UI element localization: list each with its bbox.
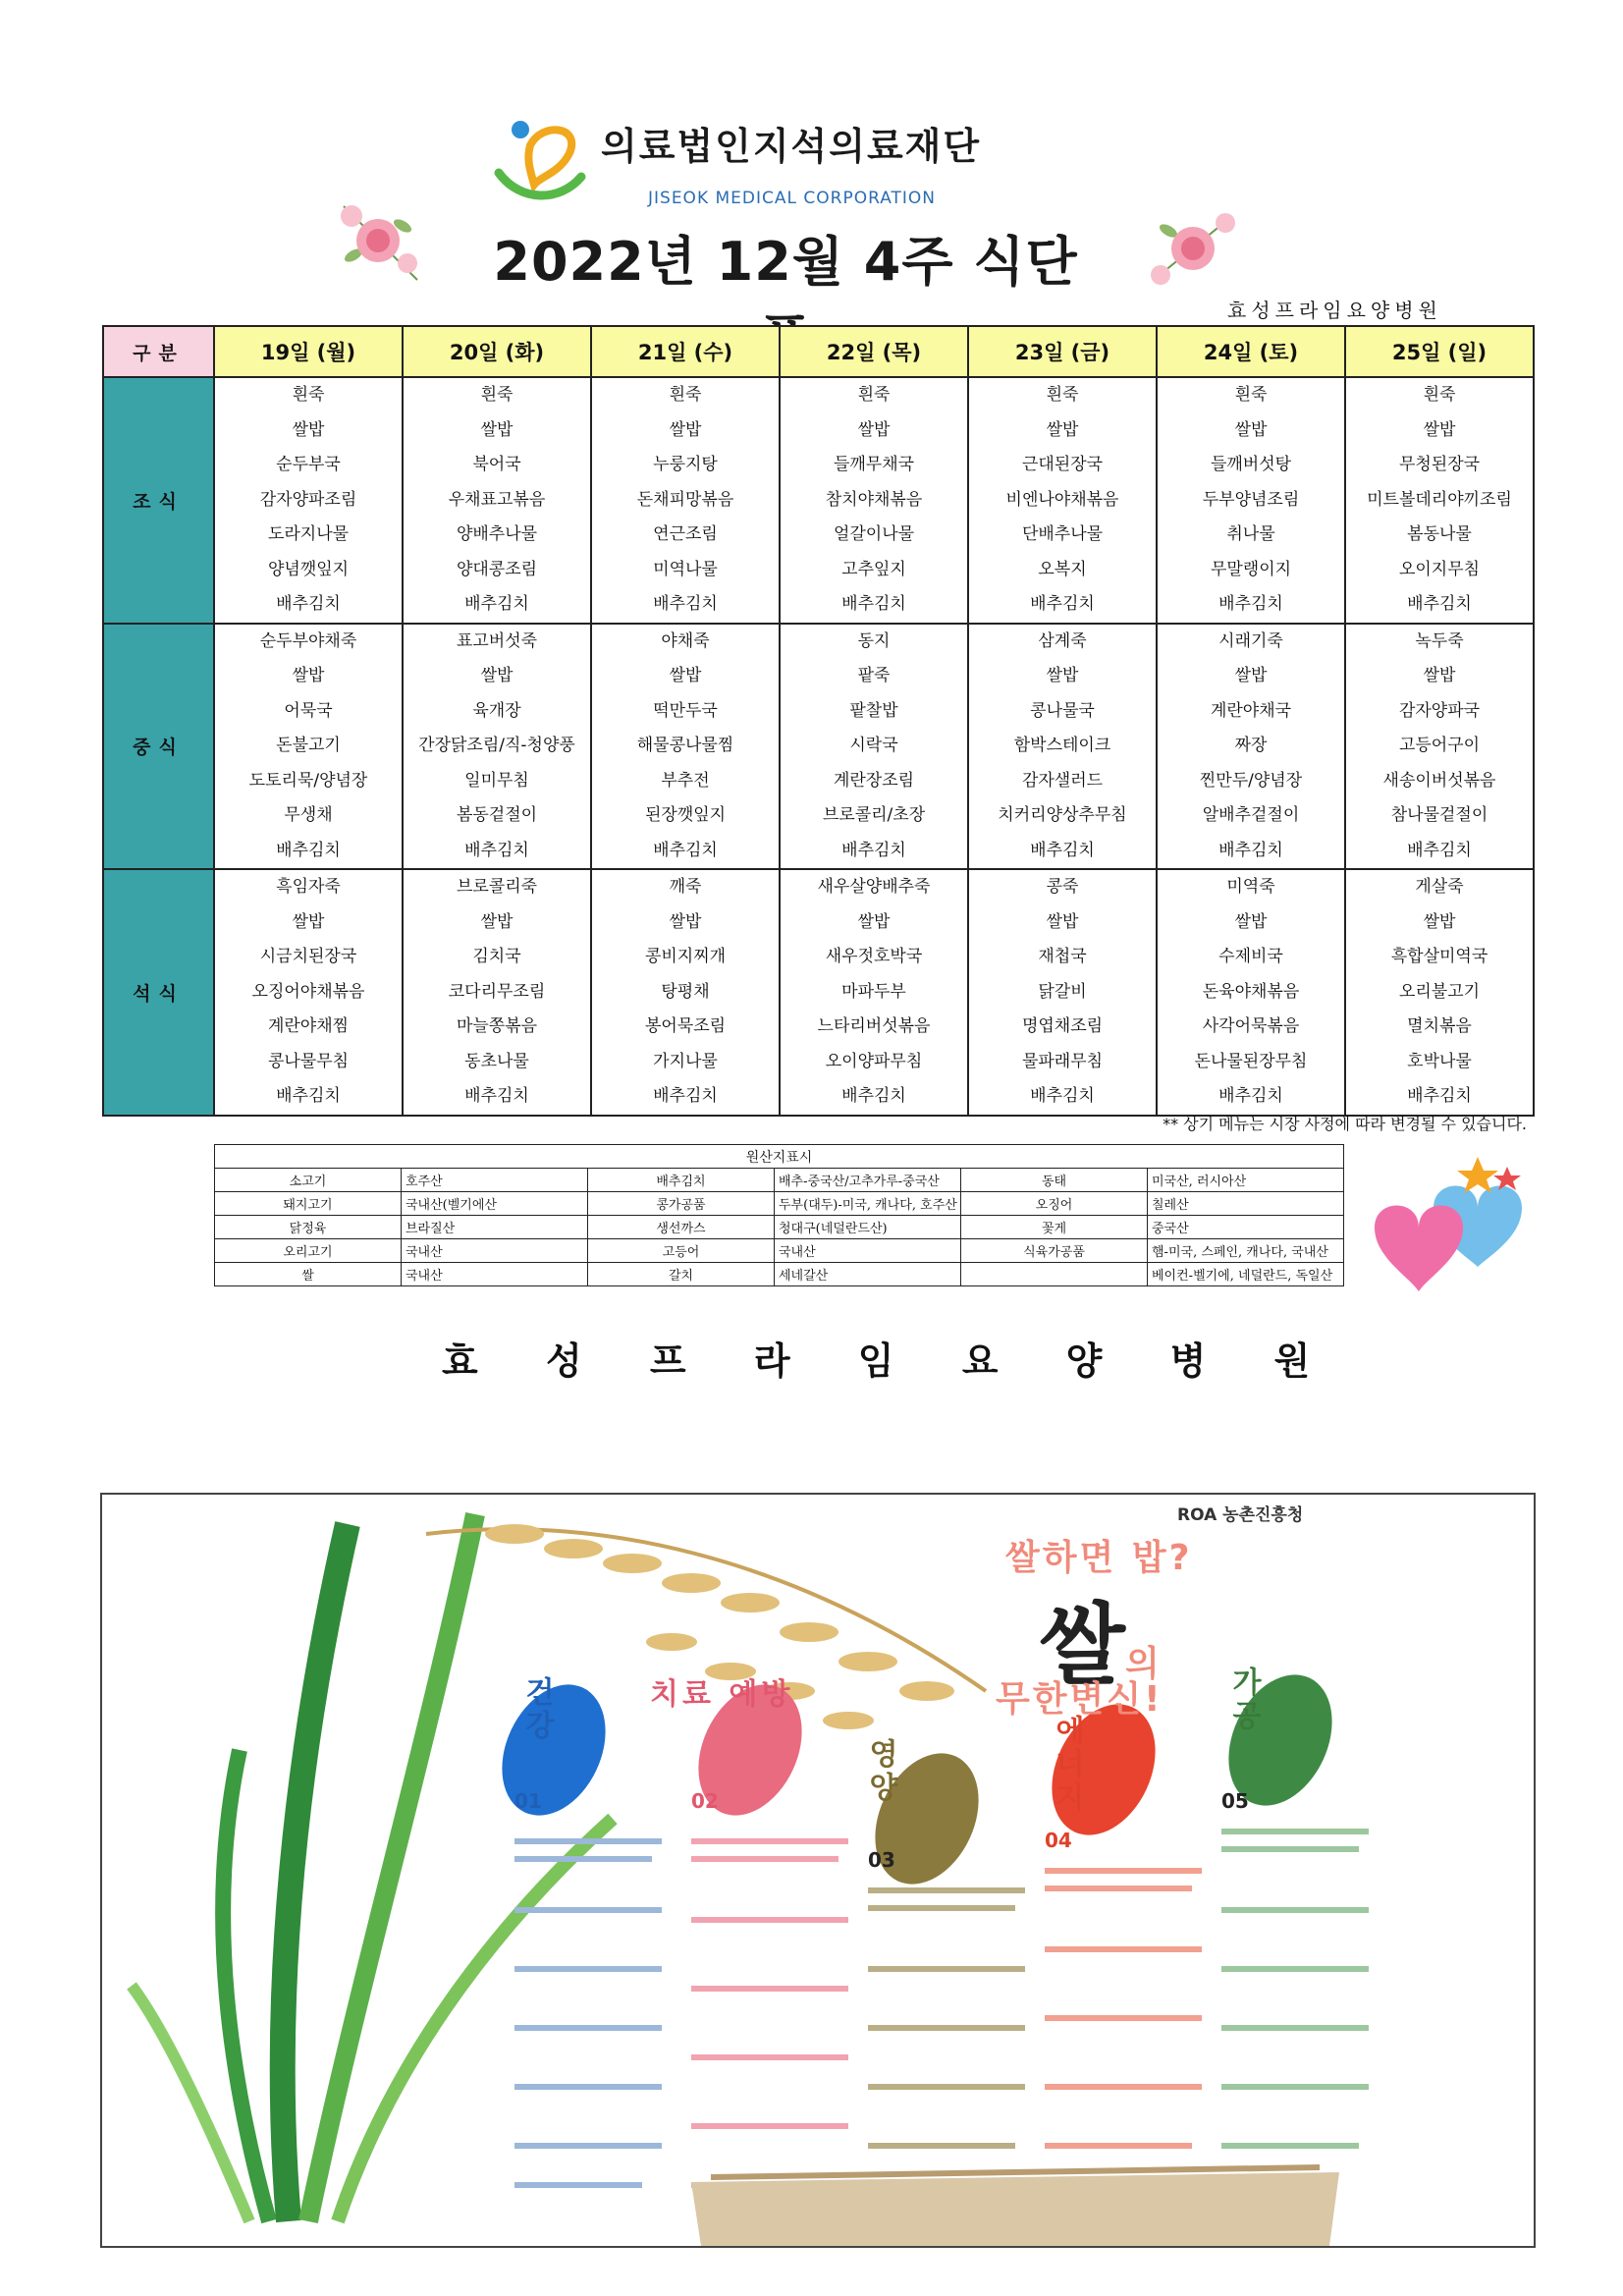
dish-item: 흰죽 [1046, 385, 1079, 405]
dish-item: 함박스테이크 [1013, 736, 1111, 755]
dish-item: 오징어야채볶음 [251, 981, 365, 1002]
origin-country: 국내산(벨기에산 [402, 1192, 588, 1216]
dish-item: 동지 [857, 630, 891, 651]
dish-item: 배추김치 [1030, 840, 1095, 860]
poster-number: 05 [1221, 1789, 1249, 1813]
dish-item: 짜장 [1234, 736, 1268, 755]
origin-item: 콩가공품 [588, 1192, 775, 1216]
dish-item: 콩비지찌개 [644, 947, 727, 966]
dish-item: 흰죽 [857, 385, 891, 405]
flower-decoration-icon [324, 187, 432, 290]
dish-item: 돈불고기 [276, 736, 341, 755]
dish-item: 흑임자죽 [276, 877, 341, 897]
dish-item: 배추김치 [653, 840, 718, 860]
rice-poster [100, 1493, 1536, 2248]
dish-item: 새송이버섯볶음 [1382, 770, 1496, 791]
dish-item: 야채죽 [661, 630, 710, 651]
menu-cell [1345, 377, 1534, 624]
dish-item: 콩나물무침 [267, 1051, 350, 1071]
dish-item: 시금치된장국 [259, 947, 357, 966]
dish-item: 두부양념조림 [1202, 489, 1300, 510]
poster-brand: ROA 농촌진흥청 [1177, 1505, 1304, 1525]
dish-item: 쌀밥 [480, 666, 514, 685]
poster-category-energy: 에너지 [1050, 1715, 1084, 1815]
dish-item: 배추김치 [276, 594, 341, 614]
dish-item: 누룽지탕 [653, 455, 718, 474]
poster-headline-rice: 쌀 [1040, 1593, 1125, 1697]
foundation-logo-icon [491, 116, 589, 204]
dish-item: 멸치볶음 [1407, 1016, 1472, 1036]
origin-row [215, 1169, 1344, 1192]
dish-item: 단배추나물 [1021, 524, 1104, 544]
dish-item: 육개장 [472, 700, 521, 721]
dish-item: 배추김치 [653, 1086, 718, 1106]
dish-item: 배추김치 [1030, 594, 1095, 614]
dish-item: 흰죽 [669, 385, 702, 405]
dish-item: 알배추겉절이 [1202, 805, 1300, 825]
org-name: 의료법인지석의료재단 [601, 125, 982, 168]
dish-item: 감자양파조림 [259, 489, 357, 510]
dish-item: 쌀밥 [669, 911, 702, 932]
dish-item: 양념깻잎지 [267, 559, 350, 579]
dish-item: 참나물겉절이 [1390, 805, 1488, 825]
dish-item: 무말랭이지 [1210, 559, 1292, 579]
dish-item: 고추잎지 [841, 559, 906, 579]
org-name-english: JISEOK MEDICAL CORPORATION [648, 189, 937, 208]
dish-item: 명엽채조림 [1021, 1016, 1104, 1036]
dish-item: 들깨버섯탕 [1210, 455, 1292, 474]
meal-label: 중식 [103, 624, 214, 870]
dish-item: 오이양파무침 [825, 1051, 923, 1071]
poster-headline-particle: 의 [1124, 1643, 1160, 1684]
dish-item: 표고버섯죽 [456, 630, 538, 651]
dish-item: 무청된장국 [1398, 455, 1481, 474]
dish-item: 도토리묵/양념장 [248, 770, 368, 791]
dish-item: 브로콜리/초장 [822, 805, 926, 825]
origin-country: 세네갈산 [775, 1263, 961, 1286]
dish-item: 쌀밥 [1234, 666, 1268, 685]
dish-item: 된장깻잎지 [644, 805, 727, 825]
menu-cell [780, 869, 968, 1116]
dish-item: 배추김치 [841, 840, 906, 860]
column-header-day: 21일 (수) [591, 326, 780, 377]
poster-category-nutrition: 영양 [863, 1738, 897, 1805]
dish-item: 배추김치 [1030, 1086, 1095, 1106]
dish-item: 쌀밥 [1234, 911, 1268, 932]
origin-row [215, 1192, 1344, 1216]
dish-item: 배추김치 [1407, 840, 1472, 860]
poster-category-processing: 가공 [1226, 1667, 1261, 1733]
menu-cell [214, 624, 403, 870]
menu-change-notice: ** 상기 메뉴는 시장 사정에 따라 변경될 수 있습니다. [1163, 1115, 1527, 1133]
poster-number: 04 [1045, 1829, 1072, 1852]
dish-item: 배추김치 [653, 594, 718, 614]
menu-cell [214, 869, 403, 1116]
dish-item: 배추김치 [276, 1086, 341, 1106]
origin-item: 배추김치 [588, 1169, 775, 1192]
dish-item: 물파래무침 [1021, 1051, 1104, 1071]
origin-item: 생선까스 [588, 1216, 775, 1239]
meal-label: 석식 [103, 869, 214, 1116]
poster-number: 03 [868, 1848, 895, 1872]
origin-country: 브라질산 [402, 1216, 588, 1239]
origin-country: 국내산 [775, 1239, 961, 1263]
dish-item: 계란야채찜 [267, 1016, 350, 1036]
origin-country: 배추-중국산/고추가루-중국산 [775, 1169, 961, 1192]
origin-title: 원산지표시 [215, 1145, 1344, 1169]
dish-item: 오복지 [1038, 559, 1087, 579]
dish-item: 쌀밥 [1423, 419, 1456, 440]
origin-title-row [215, 1145, 1344, 1169]
dish-item: 미역죽 [1226, 877, 1275, 897]
table-header-row [103, 326, 1534, 377]
dish-item: 근대된장국 [1021, 455, 1104, 474]
origin-item: 고등어 [588, 1239, 775, 1263]
dish-item: 김치국 [472, 947, 521, 966]
poster-category-health: 건강 [519, 1676, 554, 1743]
dish-item: 들깨무채국 [833, 455, 915, 474]
column-header-day: 24일 (토) [1157, 326, 1345, 377]
poster-category-treatment: 치료 예방 [650, 1677, 794, 1712]
origin-country: 청대구(네덜란드산) [775, 1216, 961, 1239]
meal-row [103, 377, 1534, 624]
dish-item: 쌀밥 [1046, 666, 1079, 685]
dish-item: 배추김치 [464, 1086, 529, 1106]
column-header-day: 20일 (화) [403, 326, 591, 377]
column-header-day: 23일 (금) [968, 326, 1157, 377]
origin-item: 돼지고기 [215, 1192, 402, 1216]
origin-row [215, 1239, 1344, 1263]
dish-item: 떡만두국 [653, 700, 718, 721]
origin-item: 소고기 [215, 1169, 402, 1192]
dish-item: 흑합살미역국 [1390, 947, 1488, 966]
menu-cell [591, 377, 780, 624]
dish-item: 간장닭조림/직-청양풍 [418, 736, 575, 755]
dish-item: 무생채 [284, 805, 333, 825]
origin-item: 쌀 [215, 1263, 402, 1286]
dish-item: 어묵국 [284, 700, 333, 721]
rice-poster-illustration [102, 1495, 1534, 2246]
menu-cell [1157, 624, 1345, 870]
dish-item: 얼갈이나물 [833, 524, 915, 544]
dish-item: 봄동겉절이 [456, 805, 538, 825]
dish-item: 배추김치 [464, 594, 529, 614]
dish-item: 흰죽 [1234, 385, 1268, 405]
dish-item: 쌀밥 [1234, 419, 1268, 440]
dish-item: 돈채피망볶음 [636, 489, 734, 510]
dish-item: 도라지나물 [267, 524, 350, 544]
menu-cell [1157, 377, 1345, 624]
dish-item: 순두부야채죽 [259, 630, 357, 651]
dish-item: 팥찰밥 [849, 700, 898, 721]
origin-country: 베이컨-벨기에, 네덜란드, 독일산 [1148, 1263, 1344, 1286]
origin-country: 두부(대두)-미국, 캐나다, 호주산 [775, 1192, 961, 1216]
dish-item: 쌀밥 [857, 911, 891, 932]
menu-cell [591, 869, 780, 1116]
dish-item: 콩죽 [1046, 877, 1079, 897]
meal-row [103, 624, 1534, 870]
dish-item: 쌀밥 [292, 911, 325, 932]
hospital-name-footer: 효 성 프 라 임 요 양 병 원 [442, 1339, 1338, 1383]
dish-item: 일미무침 [464, 770, 529, 791]
dish-item: 쌀밥 [1423, 911, 1456, 932]
dish-item: 미역나물 [653, 559, 718, 579]
dish-item: 참치야채볶음 [825, 489, 923, 510]
dish-item: 돈육야채볶음 [1202, 981, 1300, 1002]
dish-item: 오리불고기 [1398, 981, 1481, 1002]
column-header-day: 19일 (월) [214, 326, 403, 377]
dish-item: 감자샐러드 [1021, 770, 1104, 791]
hearts-decoration-icon [1360, 1149, 1556, 1306]
menu-cell [780, 377, 968, 624]
dish-item: 배추김치 [841, 594, 906, 614]
dish-item: 양대콩조림 [456, 559, 538, 579]
origin-item [961, 1263, 1148, 1286]
dish-item: 쌀밥 [480, 911, 514, 932]
dish-item: 취나물 [1226, 524, 1275, 544]
dish-item: 봄동나물 [1407, 524, 1472, 544]
dish-item: 배추김치 [1218, 840, 1283, 860]
dish-item: 동초나물 [464, 1051, 529, 1071]
dish-item: 재첩국 [1038, 947, 1087, 966]
dish-item: 계란야채국 [1210, 700, 1292, 721]
flower-decoration-icon [1139, 201, 1247, 295]
poster-number: 01 [514, 1789, 542, 1813]
menu-cell [214, 377, 403, 624]
dish-item: 배추김치 [276, 840, 341, 860]
dish-item: 쌀밥 [480, 419, 514, 440]
dish-item: 쌀밥 [292, 666, 325, 685]
origin-country: 국내산 [402, 1239, 588, 1263]
page-title: 2022년 12월 4주 식단 [493, 231, 1078, 293]
dish-item: 배추김치 [841, 1086, 906, 1106]
origin-table [214, 1144, 1344, 1286]
dish-item: 순두부국 [276, 455, 341, 474]
dish-item: 치커리양상추무침 [998, 805, 1127, 825]
column-header-day: 22일 (목) [780, 326, 968, 377]
menu-cell [968, 377, 1157, 624]
dish-item: 사각어묵볶음 [1202, 1016, 1300, 1036]
menu-cell [403, 624, 591, 870]
origin-item: 닭정육 [215, 1216, 402, 1239]
dish-item: 배추김치 [1407, 1086, 1472, 1106]
origin-row [215, 1216, 1344, 1239]
dish-item: 마파두부 [841, 981, 906, 1002]
dish-item: 느타리버섯볶음 [817, 1016, 931, 1036]
dish-item: 새우젓호박국 [825, 947, 923, 966]
dish-item: 탕평채 [661, 981, 710, 1002]
dish-item: 돈나물된장무침 [1194, 1051, 1308, 1071]
dish-item: 브로콜리죽 [456, 877, 538, 897]
poster-headline-3: 무한변신! [996, 1679, 1163, 1720]
dish-item: 해물콩나물찜 [636, 736, 734, 755]
origin-item: 오리고기 [215, 1239, 402, 1263]
menu-cell [591, 624, 780, 870]
dish-item: 우채표고볶음 [448, 489, 546, 510]
dish-item: 흰죽 [480, 385, 514, 405]
dish-item: 오이지무침 [1398, 559, 1481, 579]
menu-cell [968, 624, 1157, 870]
dish-item: 고등어구이 [1398, 736, 1481, 755]
menu-cell [1345, 624, 1534, 870]
dish-item: 배추김치 [1407, 594, 1472, 614]
origin-row [215, 1263, 1344, 1286]
column-header-category: 구분 [103, 326, 214, 377]
dish-item: 연근조림 [653, 524, 718, 544]
dish-item: 부추전 [661, 770, 710, 791]
dish-item: 쌀밥 [669, 666, 702, 685]
dish-item: 배추김치 [1218, 594, 1283, 614]
meal-row [103, 869, 1534, 1116]
origin-country: 미국산, 러시아산 [1148, 1169, 1344, 1192]
dish-item: 배추김치 [464, 840, 529, 860]
dish-item: 깨죽 [669, 877, 702, 897]
dish-item: 비엔나야채볶음 [1005, 489, 1119, 510]
dish-item: 코다리무조림 [448, 981, 546, 1002]
dish-item: 쌀밥 [1423, 666, 1456, 685]
weekly-menu-table [102, 325, 1535, 1117]
dish-item: 팥죽 [857, 666, 891, 685]
dish-item: 쌀밥 [669, 419, 702, 440]
meal-label: 조식 [103, 377, 214, 624]
dish-item: 봉어묵조림 [644, 1016, 727, 1036]
dish-item: 게살죽 [1415, 877, 1464, 897]
dish-item: 쌀밥 [292, 419, 325, 440]
dish-item: 마늘쫑볶음 [456, 1016, 538, 1036]
menu-cell [780, 624, 968, 870]
dish-item: 수제비국 [1218, 947, 1283, 966]
poster-number: 02 [691, 1789, 719, 1813]
menu-cell [403, 869, 591, 1116]
origin-country: 햄-미국, 스페인, 캐나다, 국내산 [1148, 1239, 1344, 1263]
dish-item: 찐만두/양념장 [1199, 770, 1303, 791]
dish-item: 호박나물 [1407, 1051, 1472, 1071]
dish-item: 흰죽 [292, 385, 325, 405]
dish-item: 닭갈비 [1038, 981, 1087, 1002]
origin-country: 호주산 [402, 1169, 588, 1192]
menu-cell [1345, 869, 1534, 1116]
origin-item: 동태 [961, 1169, 1148, 1192]
dish-item: 쌀밥 [1046, 419, 1079, 440]
dish-item: 양배추나물 [456, 524, 538, 544]
origin-item: 꽃게 [961, 1216, 1148, 1239]
dish-item: 시락국 [849, 736, 898, 755]
dish-item: 북어국 [472, 455, 521, 474]
dish-item: 녹두죽 [1415, 630, 1464, 651]
poster-headline-1: 쌀하면 밥? [1005, 1538, 1193, 1578]
dish-item: 삼계죽 [1038, 630, 1087, 651]
origin-country: 국내산 [402, 1263, 588, 1286]
origin-item: 갈치 [588, 1263, 775, 1286]
menu-cell [968, 869, 1157, 1116]
column-header-day: 25일 (일) [1345, 326, 1534, 377]
menu-cell [1157, 869, 1345, 1116]
dish-item: 가지나물 [653, 1051, 718, 1071]
origin-country: 중국산 [1148, 1216, 1344, 1239]
dish-item: 배추김치 [1218, 1086, 1283, 1106]
origin-country: 칠레산 [1148, 1192, 1344, 1216]
hospital-name: 효성프라임요양병원 [1227, 299, 1442, 322]
dish-item: 시래기죽 [1218, 630, 1283, 651]
origin-item: 오징어 [961, 1192, 1148, 1216]
menu-cell [403, 377, 591, 624]
dish-item: 쌀밥 [1046, 911, 1079, 932]
dish-item: 감자양파국 [1398, 700, 1481, 721]
dish-item: 쌀밥 [857, 419, 891, 440]
dish-item: 미트볼데리야끼조림 [1367, 489, 1512, 510]
dish-item: 새우살양배추죽 [817, 877, 931, 897]
origin-item: 식육가공품 [961, 1239, 1148, 1263]
dish-item: 콩나물국 [1030, 700, 1095, 721]
dish-item: 흰죽 [1423, 385, 1456, 405]
dish-item: 계란장조림 [833, 770, 915, 791]
